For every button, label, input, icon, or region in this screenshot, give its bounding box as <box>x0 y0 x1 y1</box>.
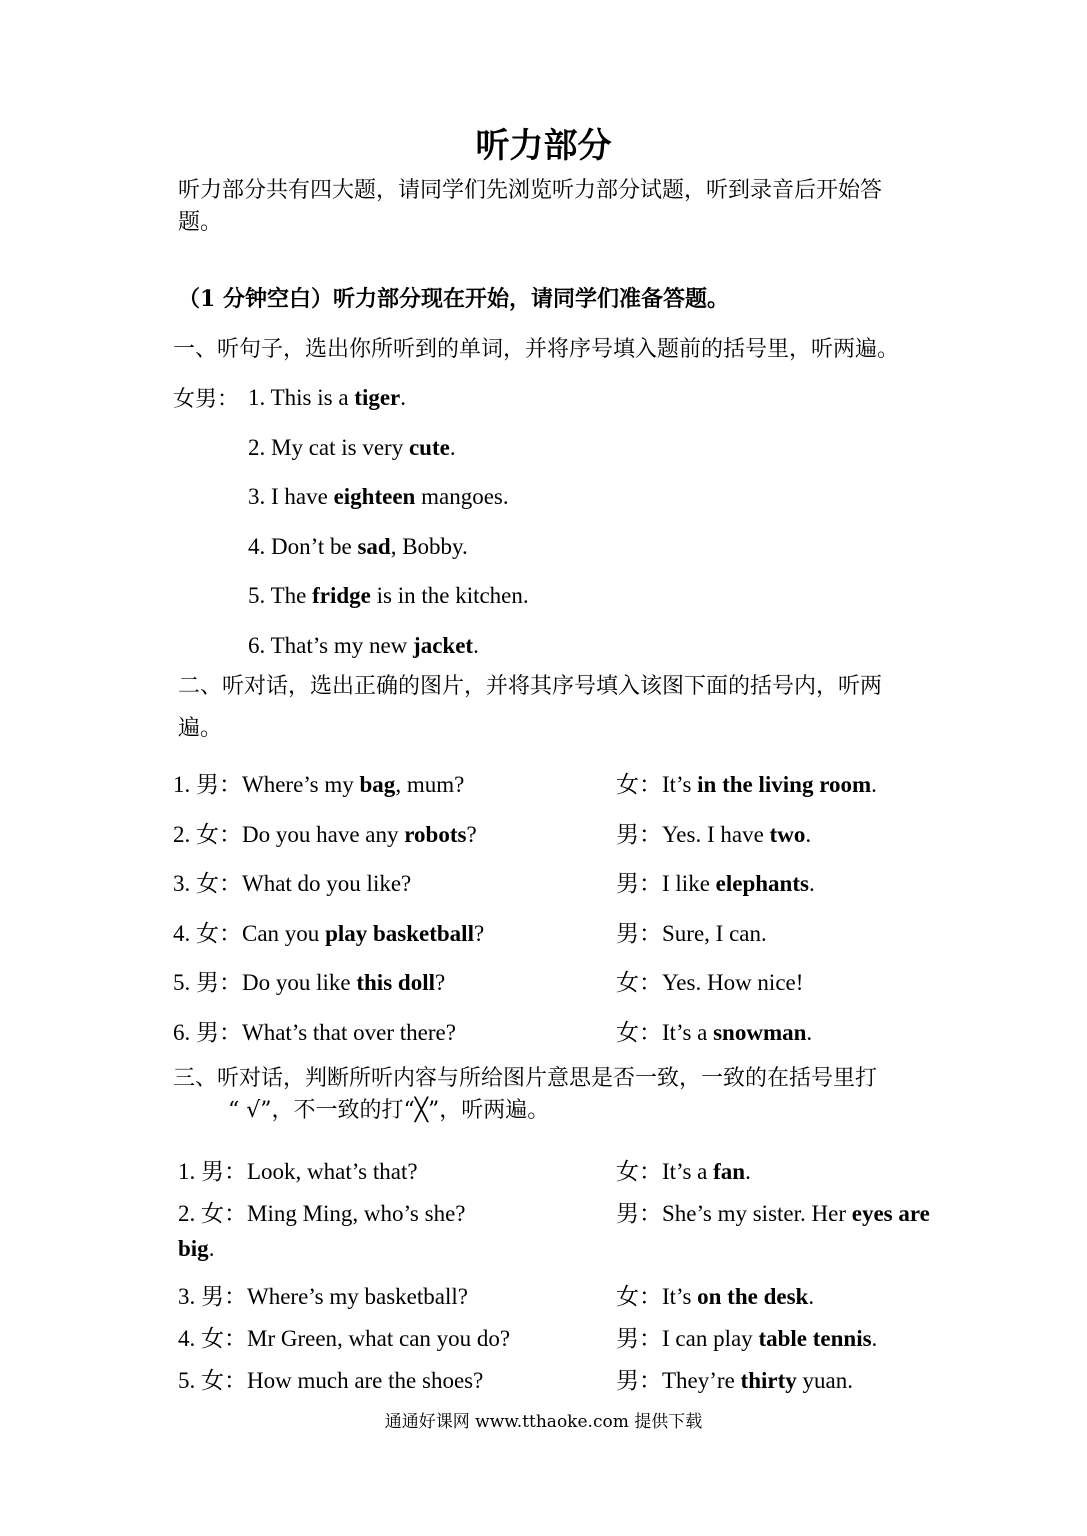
intro-line-1: 听力部分共有四大题，请同学们先浏览听力部分试题，听到录音后开始答 <box>178 178 883 203</box>
section3-row: 5. 女：How much are the shoes? <box>178 1368 484 1393</box>
section1-item: 2. My cat is very cute. <box>248 435 456 460</box>
section3-heading-line-1: 三、听对话，判断所听内容与所给图片意思是否一致，一致的在括号里打 <box>173 1066 878 1091</box>
page-footer: 通通好课网 www.tthaoke.com 提供下载 <box>384 1412 703 1432</box>
section3-reply: 女：It’s on the desk. <box>616 1284 815 1309</box>
section2-reply: 男：Yes. I have two. <box>616 822 812 847</box>
section2-row: 3. 女：What do you like? <box>173 871 412 896</box>
section1-item: 1. This is a tiger. <box>248 385 406 410</box>
section2-row: 5. 男：Do you like this doll? <box>173 970 446 995</box>
section1-item: 5. The fridge is in the kitchen. <box>248 583 529 608</box>
section2-reply: 男：I like elephants. <box>616 871 815 896</box>
section3-heading-line-2: “ √”，不一致的打“╳”，听两遍。 <box>228 1098 550 1123</box>
section1-item: 4. Don’t be sad, Bobby. <box>248 534 468 559</box>
section2-reply: 男：Sure, I can. <box>616 921 767 946</box>
section1-speaker: 女男： <box>173 387 240 412</box>
section2-reply: 女：Yes. How nice! <box>616 970 804 995</box>
section3-row: 2. 女：Ming Ming, who’s she? <box>178 1201 466 1226</box>
section2-heading-line-2: 遍。 <box>178 716 223 741</box>
section3-reply: 男：They’re thirty yuan. <box>616 1368 853 1393</box>
section3-row: 4. 女：Mr Green, what can you do? <box>178 1326 511 1351</box>
section2-reply: 女：It’s in the living room. <box>616 772 877 797</box>
section3-reply: 男：She’s my sister. Her eyes are <box>616 1201 930 1226</box>
section1-item: 6. That’s my new jacket. <box>248 633 479 658</box>
section1-item: 3. I have eighteen mangoes. <box>248 484 509 509</box>
section2-heading-line-1: 二、听对话，选出正确的图片，并将其序号填入该图下面的括号内，听两 <box>178 674 883 699</box>
page-title: 听力部分 <box>475 126 612 166</box>
section2-reply: 女：It’s a snowman. <box>616 1020 813 1045</box>
section3-row: 3. 男：Where’s my basketball? <box>178 1284 468 1309</box>
section3-reply: 女：It’s a fan. <box>616 1159 751 1184</box>
prep-instruction: （1 分钟空白）听力部分现在开始，请同学们准备答题。 <box>178 286 729 312</box>
section2-row: 4. 女：Can you play basketball? <box>173 921 485 946</box>
section1-heading: 一、听句子，选出你所听到的单词，并将序号填入题前的括号里，听两遍。 <box>173 337 900 362</box>
section2-row: 2. 女：Do you have any robots? <box>173 822 477 847</box>
section3-row: 1. 男：Look, what’s that? <box>178 1159 418 1184</box>
section3-wrap-line: big. <box>178 1236 215 1261</box>
section3-reply: 男：I can play table tennis. <box>616 1326 878 1351</box>
intro-line-2: 题。 <box>178 210 223 235</box>
section2-row: 1. 男：Where’s my bag, mum? <box>173 772 465 797</box>
section2-row: 6. 男：What’s that over there? <box>173 1020 456 1045</box>
